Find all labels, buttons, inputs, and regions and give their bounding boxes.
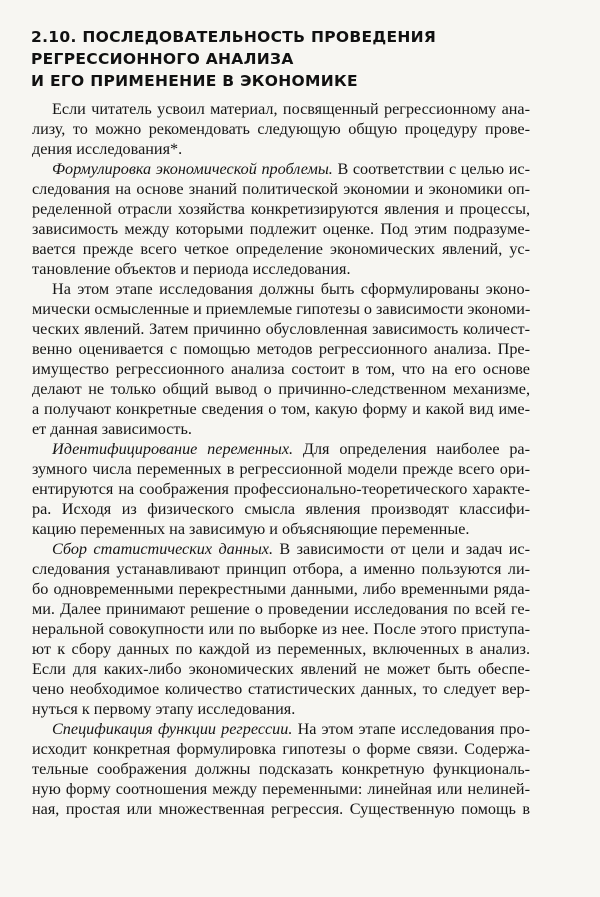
body-text: Для определения наиболее ра-	[293, 440, 530, 458]
body-text: В соответствии с целью ис-	[332, 160, 530, 178]
body-line: мически осмысленные и приемлемые гипотезы о зависимости экономи-	[32, 300, 531, 318]
paragraph-lead-line	[52, 439, 530, 459]
section-heading	[31, 26, 491, 92]
body-line: тельные соображения должны подсказать конкретную функциональ-	[32, 760, 530, 778]
body-line: делают не только общий вывод о причинно-следственном механизме,	[32, 380, 530, 398]
body-line: венно оценивается с помощью методов регрессионного анализа. Пре-	[32, 340, 530, 358]
body-line: исходит конкретная формулировка гипотезы о форме связи. Содержа-	[32, 740, 530, 758]
body-line: а получают конкретные сведения о том, какую форму и какой вид име-	[32, 400, 530, 418]
body-line: ная, простая или множественная регрессия. Существенную помощь в	[32, 800, 530, 818]
body-line: вается прежде всего четкое определение экономических явлений, ус-	[32, 240, 530, 258]
body-line: тановление объектов и периода исследования.	[32, 260, 351, 278]
body-text: В зависимости от цели и задач ис-	[273, 540, 530, 558]
body-line: следования устанавливают принцип отбора, а именно пользуются ли-	[32, 560, 530, 578]
body-line: бо одновременными перекрестными данными, либо временными ряда-	[32, 580, 530, 598]
paragraph-lead-line	[52, 539, 530, 559]
body-line: лизу, то можно рекомендовать следующую общую процедуру прове-	[32, 120, 530, 138]
body-text: На этом этапе исследования про-	[292, 720, 530, 738]
subsection-title: Идентифицирование переменных.	[52, 440, 294, 458]
body-line: ют к сбору данных по каждой из переменных, включенных в анализ.	[32, 640, 530, 658]
body-line: ентируются на соображения профессионально-теоретического характе-	[32, 480, 530, 498]
body-line: кацию переменных на зависимую и объясняющие переменные.	[32, 520, 470, 538]
heading-line: 2.10. ПОСЛЕДОВАТЕЛЬНОСТЬ ПРОВЕДЕНИЯ	[31, 28, 437, 46]
body-line: следования на основе знаний политической экономии и экономики оп-	[32, 180, 530, 198]
heading-line: И ЕГО ПРИМЕНЕНИЕ В ЭКОНОМИКЕ	[31, 72, 358, 90]
body-line: неральной совокупности или по выборке из нее. После этого приступа-	[32, 620, 530, 638]
body-line: зависимость между которыми подлежит оценке. Под этим подразуме-	[32, 220, 530, 238]
body-line: Если читатель усвоил материал, посвященный регрессионному ана-	[52, 100, 530, 118]
paragraph-lead-line	[52, 159, 530, 179]
body-line: ет данная зависимость.	[32, 420, 192, 438]
subsection-title: Сбор статистических данных.	[52, 540, 274, 558]
body-line: Если для каких-либо экономических явлений не может быть обеспе-	[32, 660, 530, 678]
body-line: ми. Далее принимают решение о проведении исследования по всей ге-	[32, 600, 530, 618]
body-line: чено необходимое количество статистических данных, то следует вер-	[32, 680, 530, 698]
body-line: ределенной отрасли хозяйства конкретизируются явления и процессы,	[32, 200, 530, 218]
body-line: На этом этапе исследования должны быть сформулированы эконо-	[52, 280, 530, 298]
subsection-title: Формулировка экономической проблемы.	[52, 160, 333, 178]
heading-line: РЕГРЕССИОННОГО АНАЛИЗА	[31, 50, 294, 68]
body-line: ную форму соотношения между переменными: линейная или нелиней-	[32, 780, 530, 798]
subsection-title: Спецификация функции регрессии.	[52, 720, 293, 738]
body-line: ра. Исходя из физического смысла явления производят классифи-	[32, 500, 530, 518]
body-line: ческих явлений. Затем причинно обусловленная зависимость количест-	[32, 320, 530, 338]
body-line: имущество регрессионного анализа состоит в том, что на его основе	[32, 360, 530, 378]
body-line: дения исследования*.	[32, 140, 183, 158]
body-line: зумного числа переменных в регрессионной модели прежде всего ори-	[32, 460, 530, 478]
body-line: нуться к первому этапу исследования.	[32, 700, 296, 718]
paragraph-lead-line	[52, 719, 530, 739]
